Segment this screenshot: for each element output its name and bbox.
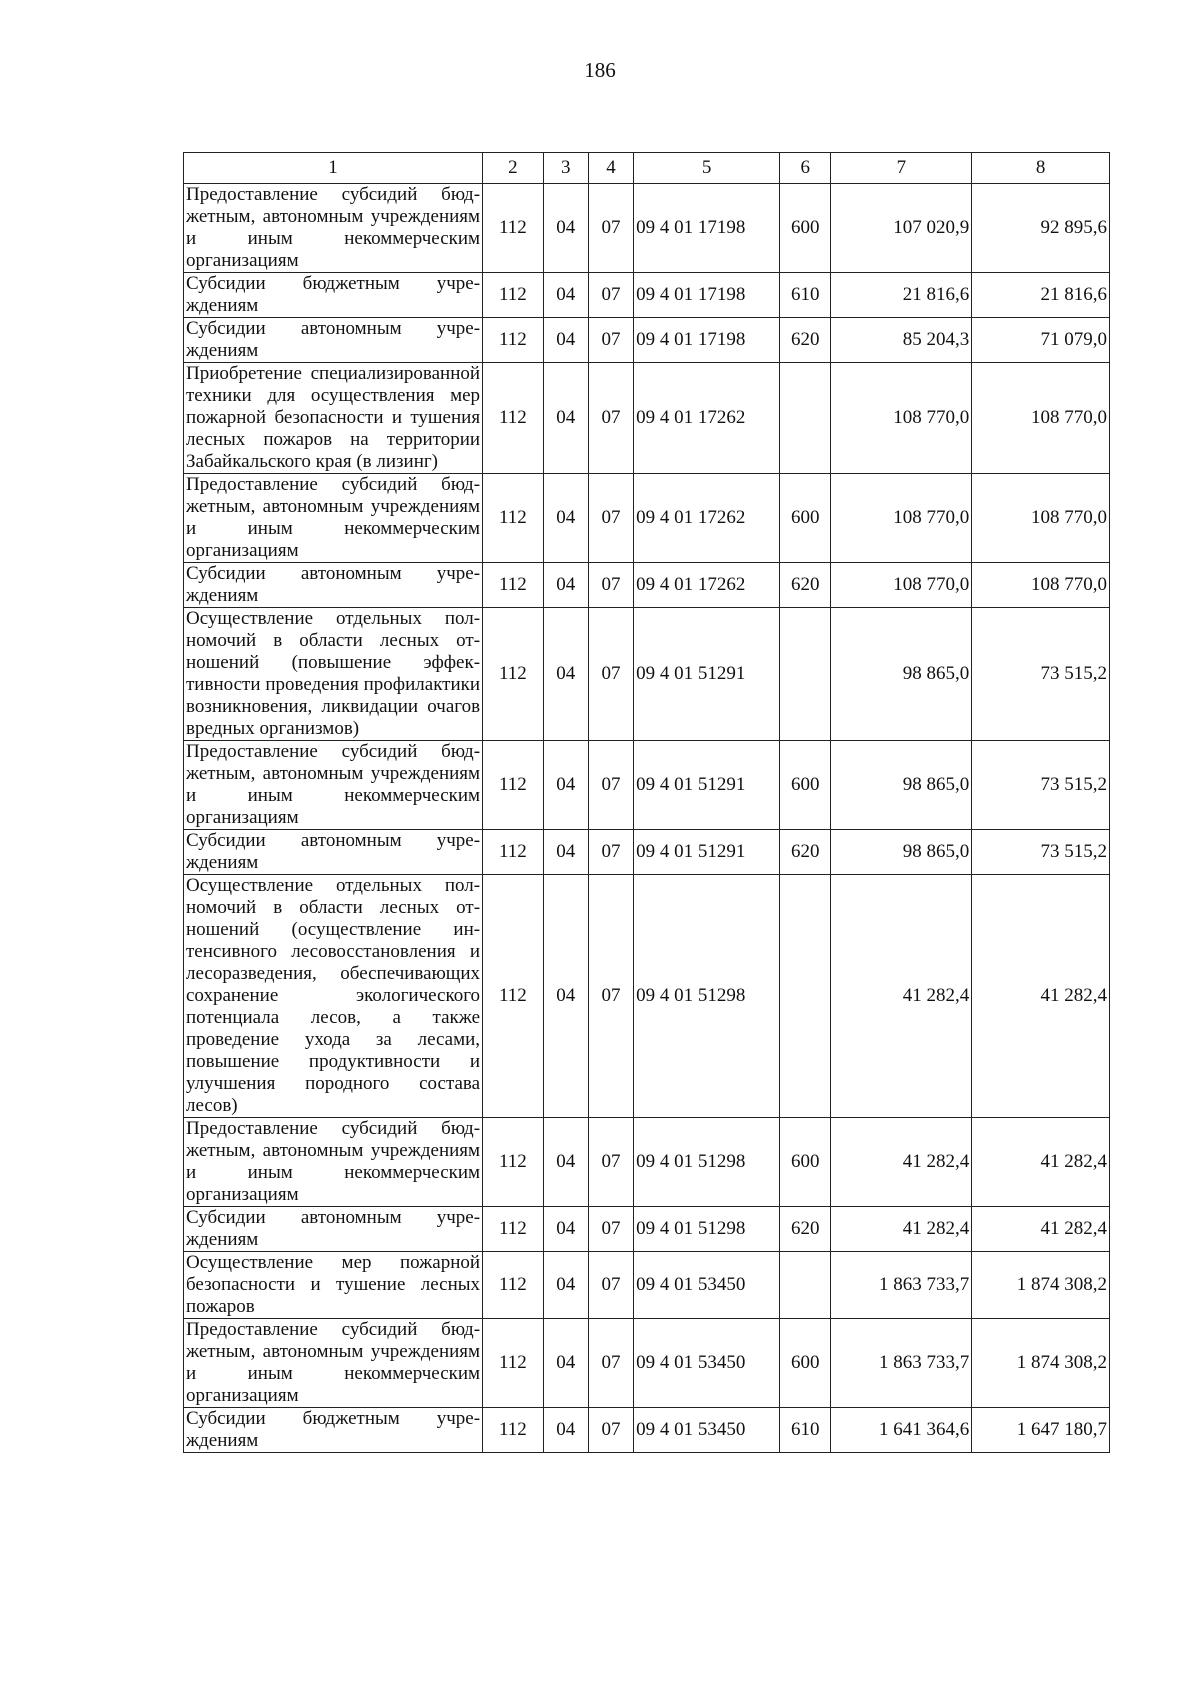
expense-type-cell <box>780 608 831 741</box>
header-cell-2: 2 <box>483 153 544 184</box>
amount-col7-cell: 41 282,4 <box>831 1207 972 1252</box>
ministry-code-cell: 112 <box>483 363 544 474</box>
header-cell-5: 5 <box>634 153 780 184</box>
amount-col7-cell: 108 770,0 <box>831 363 972 474</box>
amount-col7-cell: 21 816,6 <box>831 273 972 318</box>
subsection-code-cell: 07 <box>588 318 633 363</box>
expense-type-cell: 620 <box>780 318 831 363</box>
expense-type-cell <box>780 1252 831 1319</box>
table-row <box>184 1408 1110 1453</box>
subsection-code-cell: 07 <box>588 474 633 563</box>
expense-type-cell <box>780 363 831 474</box>
expense-name-cell: Субсидии автономным учреждениям <box>184 1207 483 1252</box>
page-number: 186 <box>584 58 616 82</box>
ministry-code-cell: 112 <box>483 273 544 318</box>
expense-name-cell: Осуществление отдельных полномочий в области лесных отношений (осуществление интенсивного лесовосстановления и лесоразведения, обеспечивающих сохранение экологического потенциала лесов, а также проведение ухода за лесами, повышение продуктивности и улучшения породного состава лесов) <box>184 875 483 1118</box>
table-row <box>184 184 1110 273</box>
table-row <box>184 1319 1110 1408</box>
ministry-code-cell: 112 <box>483 318 544 363</box>
ministry-code-cell: 112 <box>483 474 544 563</box>
expense-name-cell: Приобретение специализированной техники для осуществления мер пожарной безопасности и тушения лесных пожаров на территории Забайкальского края (в лизинг) <box>184 363 483 474</box>
expense-type-cell: 600 <box>780 741 831 830</box>
amount-col8-cell: 41 282,4 <box>972 875 1110 1118</box>
expense-name-cell: Субсидии автономным учреждениям <box>184 318 483 363</box>
amount-col7-cell: 85 204,3 <box>831 318 972 363</box>
table-row <box>184 474 1110 563</box>
amount-col7-cell: 1 863 733,7 <box>831 1252 972 1319</box>
target-article-cell: 09 4 01 17198 <box>634 273 780 318</box>
expense-type-cell: 600 <box>780 474 831 563</box>
section-code-cell: 04 <box>543 608 588 741</box>
amount-col7-cell: 1 641 364,6 <box>831 1408 972 1453</box>
amount-col7-cell: 98 865,0 <box>831 608 972 741</box>
expense-name-cell: Предоставление субсидий бюджетным, автономным учреждениям и иным некоммерческим организациям <box>184 184 483 273</box>
section-code-cell: 04 <box>543 563 588 608</box>
section-code-cell: 04 <box>543 1252 588 1319</box>
expense-type-cell: 600 <box>780 1319 831 1408</box>
subsection-code-cell: 07 <box>588 608 633 741</box>
target-article-cell: 09 4 01 51298 <box>634 1118 780 1207</box>
ministry-code-cell: 112 <box>483 608 544 741</box>
table-row <box>184 318 1110 363</box>
table-row <box>184 1252 1110 1319</box>
section-code-cell: 04 <box>543 318 588 363</box>
amount-col8-cell: 1 874 308,2 <box>972 1252 1110 1319</box>
target-article-cell: 09 4 01 17198 <box>634 184 780 273</box>
target-article-cell: 09 4 01 17262 <box>634 474 780 563</box>
table-row <box>184 741 1110 830</box>
amount-col8-cell: 21 816,6 <box>972 273 1110 318</box>
amount-col8-cell: 73 515,2 <box>972 608 1110 741</box>
expense-name-cell: Предоставление субсидий бюджетным, автономным учреждениям и иным некоммерческим организациям <box>184 474 483 563</box>
subsection-code-cell: 07 <box>588 1319 633 1408</box>
amount-col8-cell: 108 770,0 <box>972 474 1110 563</box>
expense-name-cell: Осуществление мер пожарной безопасности и тушение лесных пожаров <box>184 1252 483 1319</box>
ministry-code-cell: 112 <box>483 1118 544 1207</box>
table-row <box>184 1118 1110 1207</box>
subsection-code-cell: 07 <box>588 830 633 875</box>
target-article-cell: 09 4 01 51298 <box>634 875 780 1118</box>
table-row <box>184 363 1110 474</box>
amount-col8-cell: 92 895,6 <box>972 184 1110 273</box>
target-article-cell: 09 4 01 17262 <box>634 563 780 608</box>
target-article-cell: 09 4 01 51291 <box>634 830 780 875</box>
target-article-cell: 09 4 01 51291 <box>634 741 780 830</box>
amount-col8-cell: 108 770,0 <box>972 563 1110 608</box>
expense-type-cell: 620 <box>780 563 831 608</box>
subsection-code-cell: 07 <box>588 1118 633 1207</box>
expense-name-cell: Предоставление субсидий бюджетным, автономным учреждениям и иным некоммерческим организациям <box>184 1319 483 1408</box>
amount-col8-cell: 73 515,2 <box>972 741 1110 830</box>
amount-col8-cell: 1 647 180,7 <box>972 1408 1110 1453</box>
amount-col7-cell: 41 282,4 <box>831 1118 972 1207</box>
expense-type-cell: 600 <box>780 1118 831 1207</box>
ministry-code-cell: 112 <box>483 1319 544 1408</box>
amount-col8-cell: 1 874 308,2 <box>972 1319 1110 1408</box>
ministry-code-cell: 112 <box>483 184 544 273</box>
table-row <box>184 563 1110 608</box>
expense-name-cell: Субсидии бюджетным учреждениям <box>184 273 483 318</box>
expense-type-cell: 610 <box>780 273 831 318</box>
amount-col7-cell: 41 282,4 <box>831 875 972 1118</box>
subsection-code-cell: 07 <box>588 1252 633 1319</box>
subsection-code-cell: 07 <box>588 1408 633 1453</box>
target-article-cell: 09 4 01 53450 <box>634 1252 780 1319</box>
budget-table <box>183 152 1110 1453</box>
amount-col7-cell: 107 020,9 <box>831 184 972 273</box>
header-cell-4: 4 <box>588 153 633 184</box>
ministry-code-cell: 112 <box>483 563 544 608</box>
section-code-cell: 04 <box>543 741 588 830</box>
section-code-cell: 04 <box>543 1408 588 1453</box>
table-row <box>184 830 1110 875</box>
ministry-code-cell: 112 <box>483 1207 544 1252</box>
amount-col7-cell: 1 863 733,7 <box>831 1319 972 1408</box>
target-article-cell: 09 4 01 17262 <box>634 363 780 474</box>
section-code-cell: 04 <box>543 1118 588 1207</box>
section-code-cell: 04 <box>543 830 588 875</box>
amount-col7-cell: 98 865,0 <box>831 830 972 875</box>
amount-col7-cell: 98 865,0 <box>831 741 972 830</box>
expense-name-cell: Субсидии автономным учреждениям <box>184 830 483 875</box>
subsection-code-cell: 07 <box>588 1207 633 1252</box>
amount-col7-cell: 108 770,0 <box>831 563 972 608</box>
amount-col7-cell: 108 770,0 <box>831 474 972 563</box>
subsection-code-cell: 07 <box>588 741 633 830</box>
section-code-cell: 04 <box>543 184 588 273</box>
amount-col8-cell: 73 515,2 <box>972 830 1110 875</box>
expense-name-cell: Осуществление отдельных полномочий в области лесных отношений (повышение эффективности проведения профилактики возникновения, ликвидации очагов вредных организмов) <box>184 608 483 741</box>
section-code-cell: 04 <box>543 474 588 563</box>
subsection-code-cell: 07 <box>588 273 633 318</box>
ministry-code-cell: 112 <box>483 830 544 875</box>
table-row <box>184 273 1110 318</box>
expense-type-cell: 620 <box>780 830 831 875</box>
subsection-code-cell: 07 <box>588 563 633 608</box>
expense-type-cell: 600 <box>780 184 831 273</box>
amount-col8-cell: 108 770,0 <box>972 363 1110 474</box>
amount-col8-cell: 71 079,0 <box>972 318 1110 363</box>
table-row <box>184 1207 1110 1252</box>
table-row <box>184 608 1110 741</box>
amount-col8-cell: 41 282,4 <box>972 1207 1110 1252</box>
section-code-cell: 04 <box>543 273 588 318</box>
expense-type-cell: 610 <box>780 1408 831 1453</box>
expense-name-cell: Субсидии автономным учреждениям <box>184 563 483 608</box>
target-article-cell: 09 4 01 51291 <box>634 608 780 741</box>
amount-col8-cell: 41 282,4 <box>972 1118 1110 1207</box>
header-cell-3: 3 <box>543 153 588 184</box>
ministry-code-cell: 112 <box>483 1252 544 1319</box>
target-article-cell: 09 4 01 53450 <box>634 1408 780 1453</box>
table-row <box>184 875 1110 1118</box>
header-row <box>184 153 1110 184</box>
section-code-cell: 04 <box>543 1319 588 1408</box>
header-cell-6: 6 <box>780 153 831 184</box>
target-article-cell: 09 4 01 51298 <box>634 1207 780 1252</box>
header-cell-1: 1 <box>184 153 483 184</box>
subsection-code-cell: 07 <box>588 363 633 474</box>
section-code-cell: 04 <box>543 1207 588 1252</box>
subsection-code-cell: 07 <box>588 184 633 273</box>
expense-type-cell <box>780 875 831 1118</box>
header-cell-8: 8 <box>972 153 1110 184</box>
ministry-code-cell: 112 <box>483 1408 544 1453</box>
ministry-code-cell: 112 <box>483 875 544 1118</box>
expense-type-cell: 620 <box>780 1207 831 1252</box>
subsection-code-cell: 07 <box>588 875 633 1118</box>
header-cell-7: 7 <box>831 153 972 184</box>
expense-name-cell: Предоставление субсидий бюджетным, автономным учреждениям и иным некоммерческим организациям <box>184 1118 483 1207</box>
section-code-cell: 04 <box>543 875 588 1118</box>
section-code-cell: 04 <box>543 363 588 474</box>
target-article-cell: 09 4 01 17198 <box>634 318 780 363</box>
ministry-code-cell: 112 <box>483 741 544 830</box>
expense-name-cell: Субсидии бюджетным учреждениям <box>184 1408 483 1453</box>
expense-name-cell: Предоставление субсидий бюджетным, автономным учреждениям и иным некоммерческим организациям <box>184 741 483 830</box>
target-article-cell: 09 4 01 53450 <box>634 1319 780 1408</box>
